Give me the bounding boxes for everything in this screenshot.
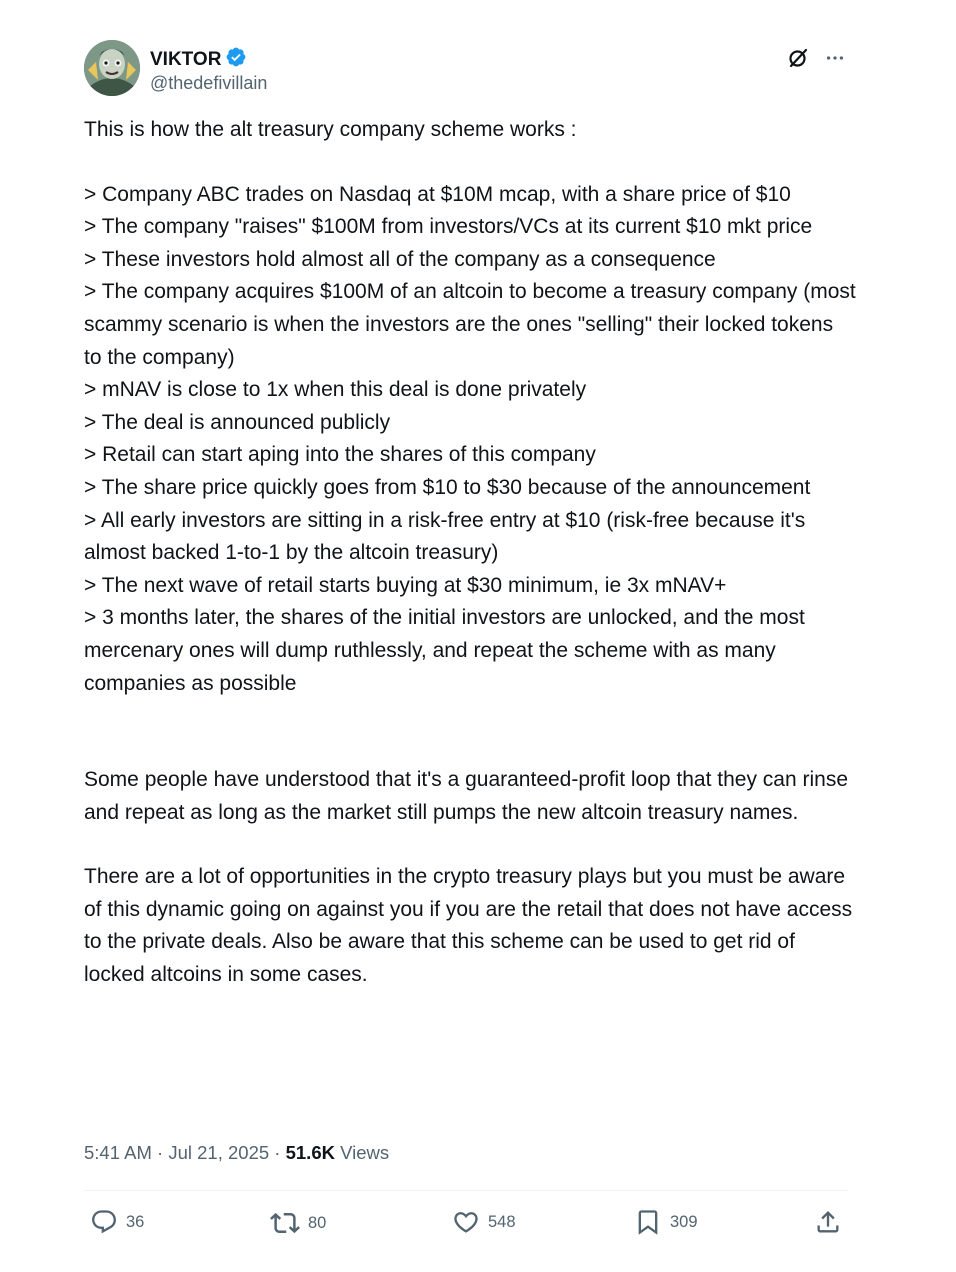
scheme-step: > mNAV is close to 1x when this deal is done privately [84, 378, 587, 402]
divider [84, 1190, 848, 1191]
scheme-step: > The deal is announced publicly [84, 410, 391, 434]
like-count: 548 [488, 1212, 516, 1231]
tweet-actions [84, 1208, 848, 1244]
share-icon [814, 1208, 842, 1236]
repost-icon [270, 1208, 300, 1238]
tweet-text [84, 114, 856, 992]
scheme-step: > These investors hold almost all of the company as a consequence [84, 247, 716, 271]
share-button[interactable] [814, 1208, 842, 1236]
reply-button[interactable] [90, 1208, 144, 1236]
bookmark-icon [634, 1208, 662, 1236]
scheme-step: > The next wave of retail starts buying at $30 minimum, ie 3x mNAV+ [84, 573, 727, 597]
meta-separator: · [151, 1142, 169, 1163]
views-count: 51.6K [285, 1142, 335, 1163]
scheme-step: > The company acquires $100M of an altcoin to become a treasury company (most scammy scenario is when the investors are the ones "selling" their locked tokens to the company) [84, 280, 856, 369]
scheme-step: > The share price quickly goes from $10 to $30 because of the announcement [84, 475, 811, 499]
repost-count: 80 [308, 1213, 327, 1232]
scheme-step: > 3 months later, the shares of the initial investors are unlocked, and the most mercenary ones will dump ruthlessly, and repeat the scheme with as many companies as possible [84, 606, 805, 695]
tweet-time[interactable]: 5:41 AM [84, 1142, 152, 1163]
like-icon [452, 1208, 480, 1236]
tweet-intro: This is how the alt treasury company scheme works : [84, 118, 577, 141]
scheme-step: > All early investors are sitting in a risk-free entry at $10 (risk-free because it's almost backed 1-to-1 by the altcoin treasury) [84, 508, 806, 565]
scheme-step: > Retail can start aping into the shares of this company [84, 443, 596, 467]
grok-icon[interactable] [786, 46, 810, 75]
more-options-icon[interactable] [824, 47, 846, 74]
tweet-meta [84, 1142, 389, 1164]
meta-separator: · [269, 1142, 286, 1163]
author-name-row [150, 46, 247, 73]
tweet-paragraph: Some people have understood that it's a guaranteed-profit loop that they can rinse and repeat as long as the market still pumps the new altcoin treasury names. [84, 768, 849, 824]
reply-icon [90, 1208, 118, 1236]
views-label: Views [334, 1142, 390, 1163]
tweet-paragraph: There are a lot of opportunities in the crypto treasury plays but you must be aware of this dynamic going on against you if you are the retail that does not have access to the private deals. Also be aware that this scheme can be used to get rid of locked altcoins in some cases. [84, 865, 853, 987]
bookmark-button[interactable] [634, 1208, 698, 1236]
bookmark-count: 309 [670, 1212, 698, 1231]
avatar-image [84, 40, 140, 96]
scheme-step: > The company "raises" $100M from investors/VCs at its current $10 mkt price [84, 215, 813, 239]
scheme-step: > Company ABC trades on Nasdaq at $10M mcap, with a share price of $10 [84, 182, 791, 206]
tweet-date[interactable]: Jul 21, 2025 [168, 1142, 270, 1163]
reply-count: 36 [126, 1212, 145, 1231]
tweet-top-actions [786, 46, 846, 75]
verified-badge-icon [225, 46, 247, 73]
avatar[interactable] [84, 40, 140, 96]
author-name[interactable]: VIKTOR [150, 48, 222, 70]
tweet-header [84, 40, 850, 100]
repost-button[interactable] [270, 1208, 326, 1238]
like-button[interactable] [452, 1208, 516, 1236]
author-handle[interactable]: @thedefivillain [150, 73, 268, 93]
